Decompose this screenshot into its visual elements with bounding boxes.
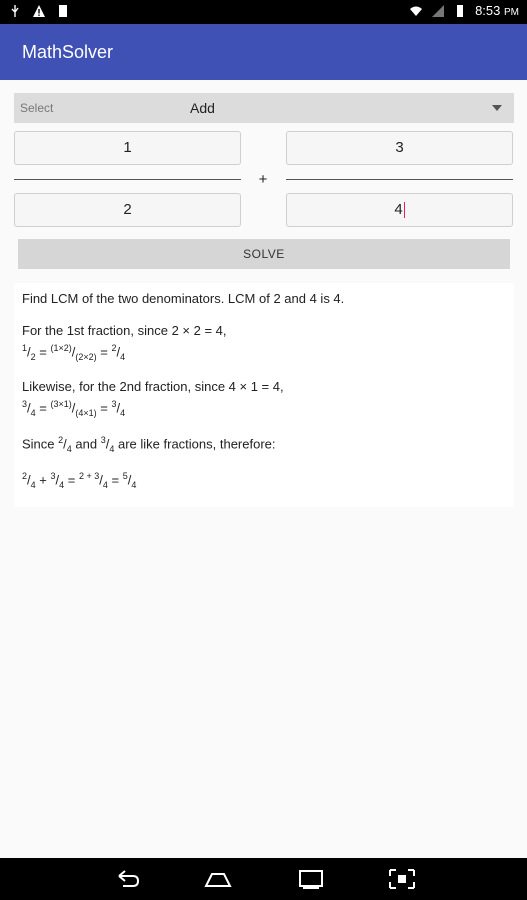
first-denominator-input[interactable]: 2	[14, 193, 241, 227]
app-bar	[0, 24, 527, 80]
solution-line-5: $^3/_4 = ^{(3\times 1)}/_{(4\times 1)} = ^3/_4$	[22, 399, 126, 418]
solution-line-1: Find LCM of the two denominators. LCM of 2 and 4 is 4.	[22, 291, 345, 306]
second-denominator-input[interactable]	[286, 193, 513, 227]
wifi-icon	[409, 4, 423, 18]
solution-panel	[14, 283, 514, 507]
solution-line-4: Likewise, for the 2nd fraction, since 4 × 1 = 4,	[22, 379, 284, 394]
second-fraction-bar	[286, 179, 513, 180]
select-label: Select	[20, 101, 54, 115]
chevron-down-icon	[492, 105, 502, 111]
storage-icon	[56, 4, 70, 18]
solution-line-3: $^1/_2 = ^{(1\times 2)}/_{(2\times 2)} = ^2/_4$	[22, 343, 126, 362]
second-denominator-value: 4	[394, 201, 403, 218]
status-bar	[0, 0, 527, 24]
usb-icon	[8, 4, 22, 18]
first-fraction-bar	[14, 179, 241, 180]
solution-line-7: $^2/_4 + ^3/_4 = ^{2 + 3}/_4 = ^5/_4$	[22, 471, 137, 490]
first-numerator-input[interactable]: 1	[14, 131, 241, 165]
home-icon[interactable]	[204, 868, 232, 890]
clock: 8:53 PM	[475, 3, 519, 18]
navigation-bar	[0, 858, 527, 900]
text-cursor	[404, 202, 405, 218]
screenshot-icon[interactable]	[388, 868, 416, 890]
signal-icon	[431, 4, 445, 18]
warning-icon	[32, 4, 46, 18]
select-value: Add	[190, 100, 215, 116]
operator-symbol: +	[258, 171, 268, 188]
recents-icon[interactable]	[297, 868, 325, 890]
back-icon[interactable]	[113, 868, 141, 890]
solution-line-2: For the 1st fraction, since 2 × 2 = 4,	[22, 323, 227, 338]
app-title: MathSolver	[22, 42, 114, 62]
second-numerator-input[interactable]: 3	[286, 131, 513, 165]
battery-icon	[453, 4, 467, 18]
solve-button[interactable]: SOLVE	[18, 239, 510, 269]
solution-line-6: Since $^2/_4$ and $^3/_4$ are like fractions, therefore:	[22, 435, 276, 454]
operation-select[interactable]	[14, 93, 514, 123]
